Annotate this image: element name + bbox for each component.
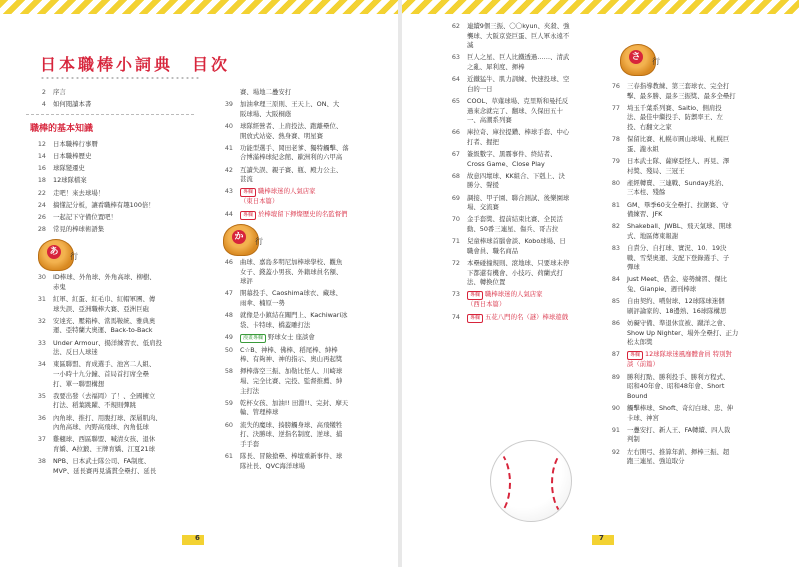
- toc-entry-label: 簽級數字、黑霧事件、終結者、 Cross Game、Close Play: [467, 150, 557, 168]
- title-underline-dots: [40, 76, 200, 80]
- toc-entry: [600, 157, 776, 176]
- toc-entry-text: [240, 210, 388, 220]
- sa-section-header: [600, 44, 776, 82]
- toc-entry-label: 產經轉賣、三連戰、Sunday兆治、 三本柱、殘餘: [627, 178, 728, 197]
- toc-page-number: 38: [37, 457, 46, 466]
- mid-a-list: [213, 88, 388, 220]
- toc-entry: [213, 122, 388, 141]
- toc-entry-label: Just Meet、借金、姿勢練習、傑比 兔、Gianpie、週刊棒球: [627, 275, 727, 294]
- book-spine: [398, 0, 402, 567]
- toc-page-number: 78: [611, 135, 620, 144]
- toc-page-number: [213, 88, 240, 98]
- a-section-header: [26, 237, 194, 273]
- toc-entry: [440, 290, 600, 310]
- toc-entry-text: [53, 164, 194, 174]
- toc-entry-label: 開幕投手、Caoshima球衣、藏球、 雨傘、楠原一勢: [240, 289, 342, 308]
- toc-entry-label: 庫拉奇、庫拉提鑽、棒球手套、中心 打者、握把: [467, 128, 570, 146]
- toc-page-number: 28: [37, 225, 46, 234]
- toc-entry-text: [627, 448, 776, 467]
- toc-entry-text: [467, 172, 600, 191]
- toc-entry-label: 流失的魔球、揍膀觸身球、高飛犧牲 打、決勝球、逆指名制度、逆球、捕 手手套: [240, 420, 343, 448]
- toc-entry: [600, 404, 776, 423]
- toc-page-number: 90: [611, 403, 620, 412]
- basics-heading: 職棒的基本知識: [30, 123, 94, 134]
- toc-page-number: 61: [224, 451, 233, 460]
- toc-entry: [440, 194, 600, 213]
- toc-entry-label: 巨人之星、巨人比鐵透過……、清武 之亂、犀利度、揮棒: [467, 53, 570, 71]
- toc-entry-text: [627, 179, 776, 198]
- toc-entry: [600, 135, 776, 154]
- a-kana-label: あ: [47, 245, 61, 259]
- toc-entry-text: [240, 122, 388, 141]
- ka-section-header: [213, 222, 388, 258]
- toc-page-number: 22: [37, 188, 46, 197]
- toc-entry-text: [240, 258, 388, 287]
- toc-entry: [440, 53, 600, 72]
- toc-entry-text: [53, 435, 194, 454]
- toc-entry-text: [467, 290, 600, 310]
- toc-entry-label: ID棒球、外角球、外角高球、柳樹、 赤鬼: [53, 273, 156, 291]
- toc-entry: [440, 259, 600, 288]
- toc-page-number: 71: [451, 237, 460, 246]
- toc-entry-label: 左右開弓、推算年薪、揮棒三振、超 跑三連星、強迫取分: [627, 447, 730, 466]
- intro-list: [26, 88, 194, 110]
- toc-entry-text: [53, 392, 194, 411]
- toc-entry-text: [240, 333, 388, 343]
- toc-page-number: 18: [37, 176, 46, 185]
- toc-entry-text: [627, 297, 776, 316]
- toc-entry-label: 雞翹球、西區聯盟、喊清女孩、退休 育嬌、A拉鍛、王牌育嬌、江夏21球: [53, 435, 156, 453]
- toc-entry-text: [467, 128, 600, 147]
- toc-column-2: [213, 88, 388, 474]
- toc-entry-text: [627, 104, 776, 133]
- toc-entry-label: 如何閱讀本書: [53, 100, 92, 109]
- toc-entry-text: [53, 414, 194, 433]
- ball-seam: [477, 449, 511, 517]
- toc-entry: [600, 373, 776, 402]
- toc-entry-label: 球隊經營者、上肩投法、跑離壘位、 開放式站姿、熱身賽、明星賽: [240, 121, 343, 140]
- toc-entry-text: [53, 339, 194, 358]
- toc-entry-text: [53, 273, 194, 292]
- toc-entry-label: 故意四壞球、KK組合、下剋上、決 勝分、聲援: [467, 171, 565, 190]
- toc-page-number: 70: [451, 215, 460, 224]
- toc-page-number: 48: [224, 311, 233, 320]
- toc-entry-text: [240, 346, 388, 365]
- toc-entry: [600, 82, 776, 101]
- toc-page-number: 14: [37, 151, 46, 160]
- toc-page-number: 43: [224, 187, 233, 196]
- toc-page-number: 26: [37, 212, 46, 221]
- toc-entry-text: [627, 157, 776, 176]
- toc-page-number: 37: [37, 435, 46, 444]
- mitt-icon: [223, 224, 263, 256]
- toc-entry-label: 12球隊球迷風靡體會員 特別對 談（前篇）: [627, 350, 732, 369]
- toc-entry: [440, 97, 600, 126]
- column-badge: 漫畫專欄: [240, 334, 266, 343]
- toc-page-number: 32: [37, 316, 46, 325]
- toc-entry-label: 我要出發（去福岡）了！、全國擁立 打法、稻葉跳躍、不規則彈跳: [53, 391, 156, 410]
- toc-entry: [440, 215, 600, 234]
- toc-entry-text: [240, 311, 388, 330]
- toc-entry-label: 加油傘理三原則、王天上、ON、大 阪球場、大阪桐蔭: [240, 100, 340, 118]
- toc-entry: [440, 313, 600, 323]
- toc-page-number: 87: [611, 350, 620, 359]
- toc-entry-text: [627, 319, 776, 348]
- toc-page-number: 77: [611, 103, 620, 112]
- toc-entry: [26, 392, 194, 411]
- toc-entry-label: 揮棒落空三振、加勒比怪人、川崎球 場、完全比賽、完投、監督推薦、紳 主打法: [240, 367, 343, 395]
- toc-entry-text: [627, 426, 776, 445]
- toc-entry: [213, 399, 388, 418]
- a-gyo-label: 行: [70, 252, 78, 262]
- toc-entry: [440, 150, 600, 169]
- toc-entry: [26, 164, 194, 174]
- toc-entry-text: [240, 289, 388, 308]
- column-badge: 專欄: [240, 188, 256, 197]
- toc-entry: [440, 237, 600, 256]
- ka-list: [213, 258, 388, 471]
- toc-entry-text: [627, 404, 776, 423]
- toc-entry-label: 乾杯女孩、加油!! 田淵!!、完封、摩天 輪、管理棒球: [240, 398, 349, 417]
- toc-entry-text: [467, 215, 600, 234]
- toc-entry-label: 連續9個三振、〇〇kyun、夾殺、強 襲球、大阪京瓷巨蛋、巨人軍永遠不 滅: [467, 22, 570, 50]
- toc-entry: [26, 273, 194, 292]
- column-badge: 專欄: [627, 351, 643, 360]
- ka-gyo-label: 行: [255, 237, 263, 247]
- toc-entry: [600, 275, 776, 294]
- toc-entry-text: [53, 295, 194, 314]
- toc-entry-label: 互讀失誤、親子賽、瓶、殿力公主、 甚流: [240, 165, 343, 184]
- toc-entry-text: [627, 222, 776, 241]
- toc-entry-text: [240, 100, 388, 119]
- toc-entry-label: 曲球、嘉島多明尼加棒球學校、觀魚 女子、錢蓋小男孩、外籍球員名額、 球評: [240, 258, 343, 286]
- toc-entry-text: [467, 259, 600, 288]
- toc-page-number: 49: [224, 333, 233, 342]
- toc-entry-text: [627, 244, 776, 273]
- toc-entry: [26, 176, 194, 186]
- toc-page-number: 66: [451, 128, 460, 137]
- toc-page-number: 80: [611, 178, 620, 187]
- toc-page-number: 81: [611, 200, 620, 209]
- toc-page-number: 68: [451, 171, 460, 180]
- toc-column-3: [440, 22, 600, 325]
- toc-entry: [213, 210, 388, 220]
- toc-entry: [213, 452, 388, 471]
- toc-entry-label: 職棒球迷的人氣店家 （東日本篇）: [240, 187, 316, 206]
- toc-entry: [600, 222, 776, 241]
- toc-entry-label: 兒童棒球首腦會談、Kobo球場、日 職會員、職名商品: [467, 237, 566, 255]
- page-title: 日本職棒小詞典 目次: [40, 55, 231, 74]
- toc-entry-text: [467, 97, 600, 126]
- toc-entry: [213, 421, 388, 450]
- toc-page-number: 73: [451, 290, 460, 299]
- toc-entry: [600, 350, 776, 370]
- ball-seam: [551, 449, 585, 517]
- toc-entry: [213, 333, 388, 343]
- divider: [26, 114, 194, 115]
- toc-entry-text: [627, 201, 776, 220]
- toc-page-number: 42: [224, 165, 233, 174]
- toc-entry-text: [53, 457, 194, 476]
- toc-page-number: 84: [611, 275, 620, 284]
- toc-entry-label: 勝利打點、勝利投手、勝利方程式、 昭和40年會、昭和48年會、Short Bound: [627, 372, 730, 400]
- toc-entry: [26, 189, 194, 199]
- toc-entry-label: 一起記下守備位置吧！: [53, 212, 117, 221]
- basics-list: [26, 140, 194, 235]
- toc-entry: [26, 140, 194, 150]
- toc-page-number: 60: [224, 420, 233, 429]
- toc-column-1: [26, 88, 194, 479]
- toc-entry-text: [240, 452, 388, 471]
- toc-page-number: 2: [41, 88, 46, 96]
- toc-page-number: 36: [37, 413, 46, 422]
- toc-entry-label: 序言: [53, 88, 66, 96]
- toc-entry-label: 就像是小鎮結在關門上、Kachiwari冰 袋、卡特球、橋蓋雕打法: [240, 311, 348, 329]
- toc-page-number: 40: [224, 121, 233, 130]
- toc-page-number: 47: [224, 289, 233, 298]
- toc-entry: [213, 289, 388, 308]
- toc-entry-text: [467, 194, 600, 213]
- toc-page-number: 35: [37, 391, 46, 400]
- toc-entry-text: [240, 399, 388, 418]
- toc-entry: [600, 104, 776, 133]
- toc-entry-label: 日本職棒行事曆: [53, 139, 98, 148]
- toc-entry-text: [240, 421, 388, 450]
- toc-entry-label: 埼玉千葉系列賽、Saitio、側肩投 法、最佳中繼投手、防禦率王、左 投、右翻文之家: [627, 103, 723, 131]
- toc-entry-text: [467, 313, 600, 323]
- toc-entry-label: 職棒球迷的人氣店家 （西日本篇）: [467, 290, 543, 309]
- toc-entry-text: [467, 53, 600, 72]
- page-number-right: 7: [599, 534, 604, 542]
- toc-entry: [26, 414, 194, 433]
- toc-page-number: 67: [451, 150, 460, 159]
- toc-page-number: 63: [451, 53, 460, 62]
- toc-entry-text: [240, 187, 388, 207]
- toc-page-number: 69: [451, 193, 460, 202]
- toc-entry-text: [627, 350, 776, 370]
- toc-entry: [213, 100, 388, 119]
- toc-page-number: 83: [611, 244, 620, 253]
- toc-entry-label: 隊長、冒險搶壘、棒壇重新事件、球 隊社長、QVC海洋球場: [240, 451, 343, 470]
- toc-entry: [26, 295, 194, 314]
- toc-entry: [213, 144, 388, 163]
- toc-entry: [600, 244, 776, 273]
- column-badge: 專欄: [467, 291, 483, 300]
- toc-entry: [26, 213, 194, 223]
- toc-page-number: 50: [224, 345, 233, 354]
- toc-entry: [213, 88, 388, 98]
- toc-entry-text: [627, 82, 776, 101]
- toc-entry-label: 內角球、推打、用腹打球、深層肌肉、 內角高球、內野高飛球、內角低球: [53, 413, 162, 432]
- toc-page-number: 79: [611, 156, 620, 165]
- toc-page-number: 76: [611, 82, 620, 90]
- toc-entry-label: 野球女士 座談會: [268, 333, 315, 342]
- toc-entry-text: [467, 22, 600, 51]
- toc-entry: [26, 339, 194, 358]
- toc-entry-label: 近鐵猛牛、肌力訓練、快速投球、空 白的一日: [467, 75, 570, 93]
- toc-entry: [600, 426, 776, 445]
- toc-entry-label: 三春指導教練、第三套球衣、完全打 擊、最多勝、最多三振獎、最多全壘打: [627, 82, 736, 100]
- toc-entry: [213, 258, 388, 287]
- toc-entry-text: [467, 150, 600, 169]
- toc-page-number: 82: [611, 222, 620, 231]
- toc-entry: [213, 311, 388, 330]
- toc-entry: [600, 201, 776, 220]
- toc-entry-label: 妨礙守備、準退休宣被、蹴洋之會、 Show Up Nighter、場外全壘打、正力 松太郎獎: [627, 319, 739, 347]
- column-badge: 專欄: [240, 211, 256, 220]
- toc-page-number: 85: [611, 297, 620, 306]
- toc-page-number: 62: [451, 22, 460, 30]
- toc-page-number: 4: [41, 100, 46, 109]
- toc-entry-label: 觸擊棒球、Shoft、奇幻白球、忠、伸 卡球、神宮: [627, 403, 734, 422]
- toc-entry-label: 一疊安打、新人王、FA轉續、四人裁 判制: [627, 425, 731, 444]
- toc-entry-label: 12球隊檔案: [53, 176, 87, 185]
- sa-gyo-label: 行: [652, 57, 660, 66]
- toc-entry-text: [53, 213, 194, 223]
- toc-page-number: 33: [37, 338, 46, 347]
- toc-entry-label: 自責分、自打球、實況、10．19決 戰、雪梨奧運、支配下登錄選手、子 彈球: [627, 244, 730, 272]
- mitt-icon: [620, 44, 660, 76]
- toc-entry-label: 本壘碰撞規則、滾地球、只要球未停 下都還有機會、小技巧、荷蘭式打 法、轉換位置: [467, 259, 570, 287]
- toc-page-number: 74: [451, 312, 460, 321]
- toc-entry-label: 安達充、壓箱棒、當馬鞍統、雅典奧 運、亞特蘭大奧運、Back-to-Back: [53, 316, 156, 335]
- page-number-left: 6: [195, 534, 200, 542]
- toc-entry-label: 日本武士隊、薩摩亞怪人、再見、澤 村獎、殘局、三冠王: [627, 156, 730, 175]
- toc-page-number: 89: [611, 372, 620, 381]
- toc-entry-label: C☆B、神棒、佛棒、稻尾棒、紳棒 棒、有夠神、神的指示、奧山再起獎: [240, 345, 343, 364]
- toc-entry-text: [53, 140, 194, 150]
- toc-entry-label: GM、畢季60支全壘打、拉鋸賽、守 備練習、JFK: [627, 200, 729, 219]
- toc-entry: [600, 319, 776, 348]
- toc-entry-text: [240, 166, 388, 185]
- toc-entry-label: 走吧！來去球場！: [53, 188, 105, 197]
- toc-entry: [26, 317, 194, 336]
- toc-entry-text: [467, 237, 600, 256]
- toc-entry-text: [53, 225, 194, 235]
- toc-page-number: 65: [451, 96, 460, 105]
- toc-entry: [440, 172, 600, 191]
- toc-page-number: 64: [451, 75, 460, 84]
- ka-kana-label: か: [232, 230, 246, 244]
- right-list-1: [440, 22, 600, 323]
- toc-entry-label: 保留比賽、札幌市圓山球場、札幌巨 蛋、瀧永組: [627, 135, 730, 153]
- toc-entry-text: [467, 75, 600, 94]
- toc-entry: [26, 225, 194, 235]
- toc-entry-text: [53, 360, 194, 389]
- toc-page-number: 31: [37, 295, 46, 304]
- toc-entry-label: 功能型選手、岡田老爹、獨特觸擊、落 合博滿棒球紀念館、歐洲利的六甲高: [240, 143, 349, 162]
- toc-entry-text: [53, 88, 194, 98]
- toc-entry-text: [627, 373, 776, 402]
- toc-entry-text: [53, 201, 194, 211]
- baseball-icon: [490, 440, 572, 522]
- toc-entry: [213, 187, 388, 207]
- toc-page-number: 30: [37, 273, 46, 282]
- toc-page-number: 16: [37, 164, 46, 173]
- toc-entry: [440, 128, 600, 147]
- toc-page-number: 58: [224, 367, 233, 376]
- toc-page-number: 39: [224, 100, 233, 109]
- toc-entry-label: 金手套獎、提前結束比賽、全民活 動、50番三連星、傷兵、哥吉拉: [467, 215, 563, 234]
- toc-entry: [600, 179, 776, 198]
- toc-entry-text: [53, 152, 194, 162]
- mitt-icon: [38, 239, 78, 271]
- toc-entry: [213, 346, 388, 365]
- toc-page-number: 24: [37, 200, 46, 209]
- toc-entry: [26, 152, 194, 162]
- sa-kana-label: さ: [629, 50, 643, 64]
- toc-entry-label: 日本職棒歷史: [53, 151, 92, 160]
- toc-entry: [26, 457, 194, 476]
- toc-entry-label: 東區聯盟、育成選手、池宮二人組、 一小時十九分鐘、首局首打席全壘 打、單一聯盟構想: [53, 360, 156, 388]
- column-badge: 專欄: [467, 314, 483, 323]
- a-list: [26, 273, 194, 476]
- toc-entry-text: [240, 144, 388, 163]
- toc-page-number: 46: [224, 258, 233, 267]
- toc-entry-label: 搞懂記分板，讓看職棒有趣100倍！: [53, 200, 155, 209]
- toc-entry: [26, 201, 194, 211]
- toc-entry-label: 五花八門的名（謎）棒球遊戲: [485, 312, 569, 321]
- toc-page-number: 59: [224, 398, 233, 407]
- toc-entry: [440, 22, 600, 51]
- toc-entry-text: [53, 176, 194, 186]
- right-list-2: [600, 82, 776, 467]
- toc-entry: [26, 435, 194, 454]
- toc-entry: [600, 448, 776, 467]
- toc-page-number: 12: [37, 139, 46, 148]
- toc-page-number: 41: [224, 143, 233, 152]
- toc-page-number: 44: [224, 209, 233, 218]
- toc-entry-text: [627, 135, 776, 154]
- toc-entry: [26, 100, 194, 110]
- toc-entry: [440, 75, 600, 94]
- toc-entry-label: COOL、草薙球場、克里斯和曼托反 過來念就完了、翻球、久保田五十 一、高潮系列賽: [467, 96, 569, 125]
- toc-entry-text: [240, 367, 388, 396]
- toc-entry-label: 賽、場地二疊安打: [240, 88, 292, 96]
- toc-entry-label: 調接、甲子園、聯合測試、後樂園球 場、交流賽: [467, 193, 570, 212]
- toc-entry-label: 紅軍、紅蛋、紅毛巾、紅帽軍團、傳 球失誤、亞洲職棒大賽、亞洲巨砲: [53, 295, 156, 313]
- toc-page-number: 86: [611, 319, 620, 327]
- toc-entry: [600, 297, 776, 316]
- toc-page-number: 72: [451, 259, 460, 267]
- toc-entry-label: 於棒壇留下揮燦歷史的名監督們: [258, 209, 348, 218]
- toc-entry-label: Shakeball、JWBL、飛天氣球、開球 式、地區傳東報謝: [627, 222, 732, 240]
- toc-entry-label: 自由契約、噴射球、12球隊球迷個 刷評論家的、18邊熟、16球隊構思: [627, 297, 727, 315]
- toc-page-number: 91: [611, 425, 620, 434]
- toc-entry: [26, 88, 194, 98]
- toc-entry-label: Under Armour、揚洋練習衣、低肩投 法、反曰人球迷: [53, 338, 162, 357]
- toc-column-4: [600, 44, 776, 469]
- toc-entry-text: [627, 275, 776, 294]
- toc-entry: [213, 166, 388, 185]
- page-tab-left: [182, 535, 204, 545]
- toc-page-number: 92: [611, 447, 620, 456]
- toc-entry: [26, 360, 194, 389]
- toc-entry-label: 球隊變遷史: [53, 164, 85, 173]
- toc-entry-label: NPB、日本武士隊公司、FA制度、 MVP、延長賽再見滿貫全壘打、延長: [53, 457, 157, 475]
- toc-entry-text: [53, 189, 194, 199]
- toc-page-number: 34: [37, 360, 46, 369]
- toc-entry-text: [53, 317, 194, 336]
- toc-entry-text: [240, 88, 388, 98]
- toc-entry: [213, 367, 388, 396]
- toc-entry-label: 常見的棒球術語集: [53, 225, 105, 234]
- toc-entry-text: [53, 100, 194, 110]
